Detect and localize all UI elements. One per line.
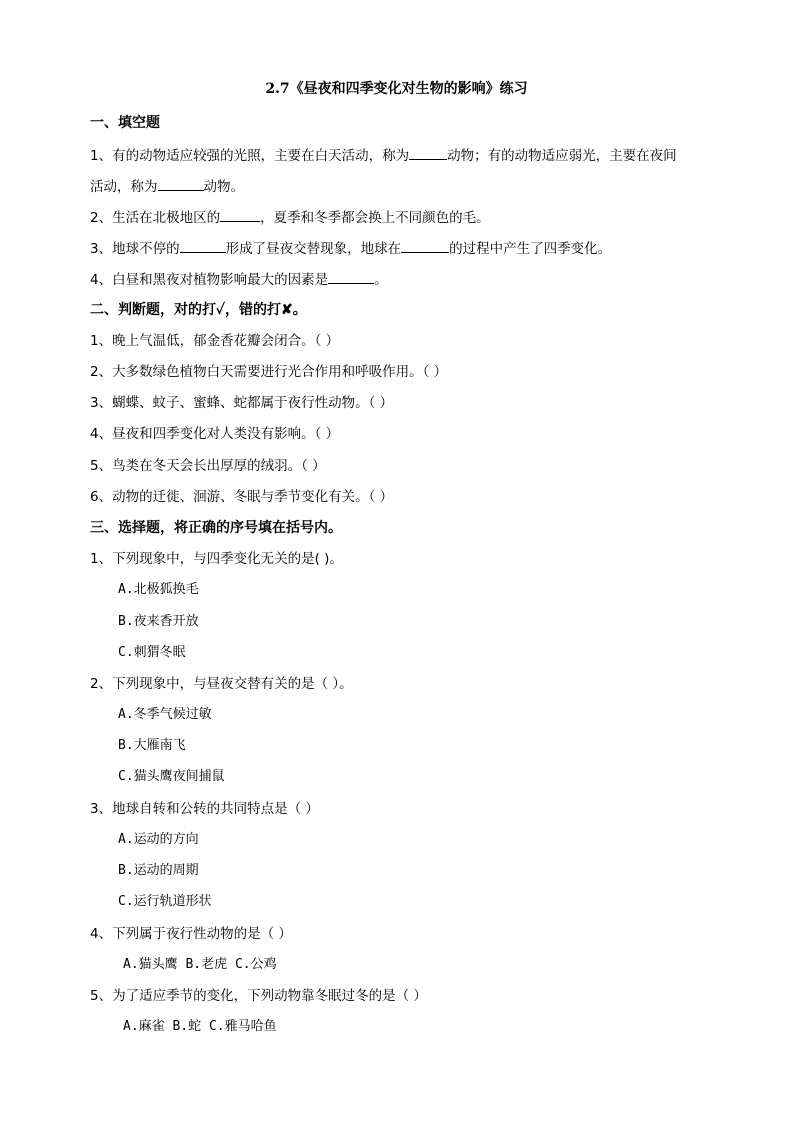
answer-blank[interactable] — [180, 238, 226, 253]
option-1b: B.夜来香开放 — [118, 614, 199, 629]
question-text: ，夏季和冬季都会换上不同颜色的毛。 — [260, 210, 490, 226]
question-fill-4 — [90, 269, 388, 290]
section-heading-true-false: 二、判断题，对的打✓，错的打✘。 — [90, 302, 307, 318]
option-2c: C.猫头鹰夜间捕鼠 — [118, 769, 225, 784]
question-mc-3: 3、地球自转和公转的共同特点是（ ） — [90, 801, 319, 817]
section-heading-fill-blank: 一、填空题 — [90, 115, 160, 131]
section-heading-multiple-choice: 三、选择题，将正确的序号填在括号内。 — [90, 520, 342, 536]
question-tf-1: 1、晚上气温低，郁金香花瓣会闭合。（ ） — [90, 333, 340, 349]
answer-blank[interactable] — [409, 145, 447, 160]
question-tf-3: 3、蝴蝶、蚊子、蜜蜂、蛇都属于夜行性动物。（ ） — [90, 395, 394, 411]
option-3b: B.运动的周期 — [118, 863, 199, 878]
question-text: 。 — [374, 272, 388, 288]
question-tf-6: 6、动物的迁徙、洄游、冬眠与季节变化有关。（ ） — [90, 489, 394, 505]
question-text: 动物。 — [203, 179, 244, 195]
question-mc-4: 4、下列属于夜行性动物的是（ ） — [90, 926, 292, 942]
options-5: A.麻雀 B.蛇 C.雅马哈鱼 — [123, 1019, 277, 1034]
answer-blank[interactable] — [220, 207, 260, 222]
question-fill-2 — [90, 207, 490, 228]
option-1c: C.刺猬冬眠 — [118, 645, 186, 660]
question-fill-1-line2 — [90, 176, 244, 197]
question-text: 4、白昼和黑夜对植物影响最大的因素是 — [90, 272, 329, 288]
answer-blank[interactable] — [158, 176, 204, 191]
question-fill-3 — [90, 238, 611, 259]
option-2b: B.大雁南飞 — [118, 738, 186, 753]
question-mc-5: 5、为了适应季节的变化，下列动物靠冬眠过冬的是（ ） — [90, 988, 427, 1004]
question-tf-2: 2、大多数绿色植物白天需要进行光合作用和呼吸作用。（ ） — [90, 364, 448, 380]
option-2a: A.冬季气候过敏 — [118, 707, 212, 722]
question-text: 形成了昼夜交替现象，地球在 — [225, 241, 402, 257]
answer-blank[interactable] — [401, 238, 449, 253]
option-3c: C.运行轨道形状 — [118, 894, 212, 909]
question-fill-1-line1 — [90, 145, 677, 166]
question-mc-1: 1、下列现象中，与四季变化无关的是( )。 — [90, 551, 343, 567]
option-3a: A.运动的方向 — [118, 832, 199, 847]
question-text: 3、地球不停的 — [90, 241, 180, 257]
question-text: 动物；有的动物适应弱光，主要在夜间 — [447, 148, 677, 164]
answer-blank[interactable] — [328, 269, 374, 284]
question-text: 1、有的动物适应较强的光照，主要在白天活动，称为 — [90, 148, 410, 164]
page-title: 2.7《昼夜和四季变化对生物的影响》练习 — [265, 81, 528, 97]
question-text: 活动，称为 — [90, 179, 158, 195]
question-text: 的过程中产生了四季变化。 — [449, 241, 612, 257]
question-mc-2: 2、下列现象中，与昼夜交替有关的是（ ）。 — [90, 676, 353, 692]
option-1a: A.北极狐换毛 — [118, 582, 199, 597]
question-tf-5: 5、鸟类在冬天会长出厚厚的绒羽。（ ） — [90, 458, 326, 474]
question-text: 2、生活在北极地区的 — [90, 210, 221, 226]
options-4: A.猫头鹰 B.老虎 C.公鸡 — [123, 957, 277, 972]
question-tf-4: 4、昼夜和四季变化对人类没有影响。（ ） — [90, 426, 340, 442]
